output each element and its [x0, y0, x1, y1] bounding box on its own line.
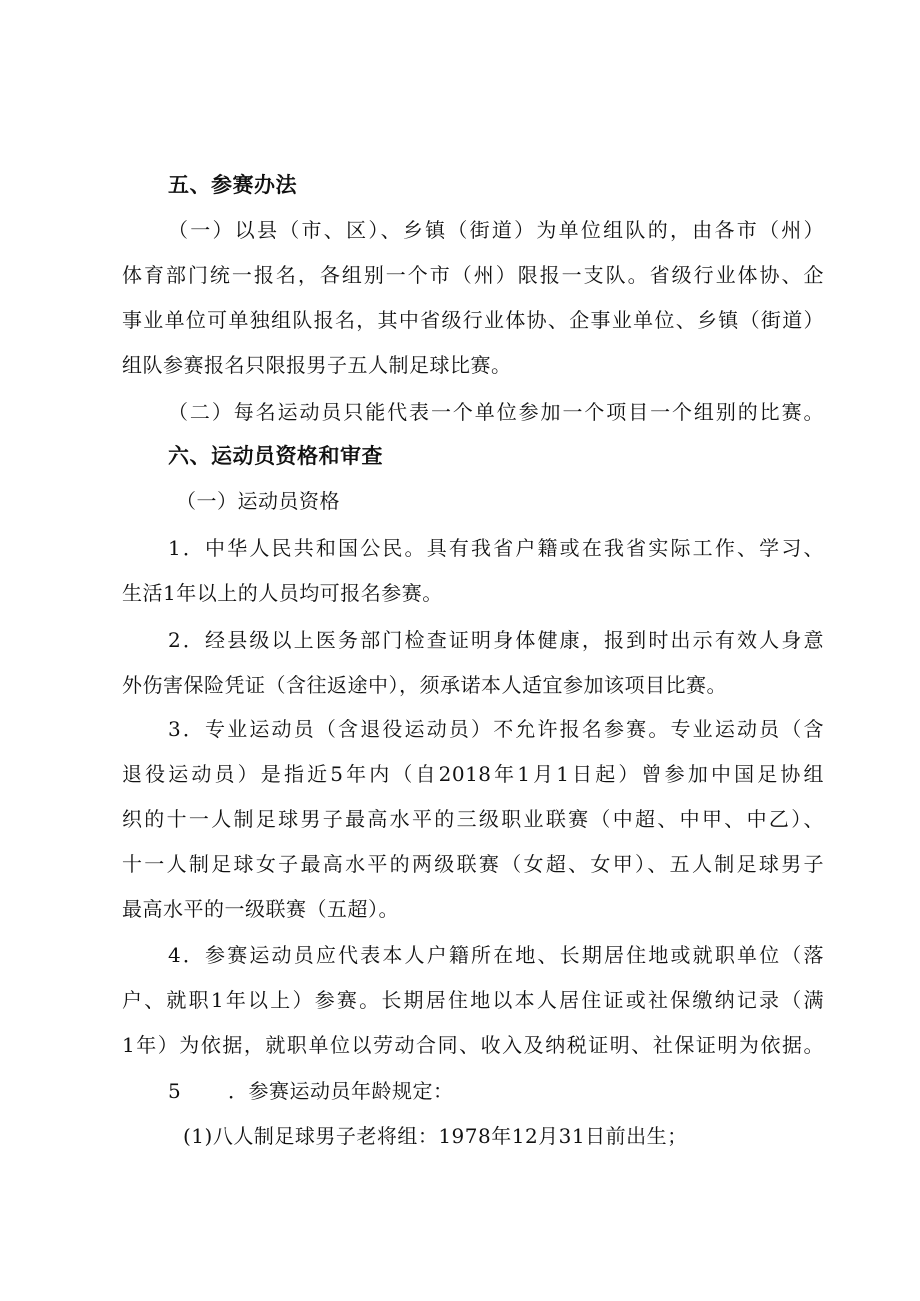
- list-item-line: 4．参赛运动员应代表本人户籍所在地、长期居住地或就职单位（落: [168, 943, 824, 967]
- subsection-heading: （一）运动员资格: [176, 489, 340, 513]
- list-item-line: 2．经县级以上医务部门检查证明身体健康，报到时出示有效人身意: [168, 628, 824, 652]
- paragraph-line: 组队参赛报名只限报男子五人制足球比赛。: [122, 353, 512, 377]
- list-item-line: 1．中华人民共和国公民。具有我省户籍或在我省实际工作、学习、: [168, 536, 824, 560]
- section-heading: 五、参赛办法: [168, 173, 297, 197]
- list-item-line: 织的十一人制足球男子最高水平的三级职业联赛（中超、中甲、中乙）、: [122, 807, 824, 831]
- list-item-line: ．参赛运动员年龄规定：: [228, 1079, 454, 1103]
- list-item-line: 3．专业运动员（含退役运动员）不允许报名参赛。专业运动员（含: [168, 717, 824, 741]
- sub-list-item-line: (1)八人制足球男子老将组：1978年12月31日前出生；: [183, 1124, 688, 1148]
- list-item-number: 5: [168, 1079, 181, 1103]
- list-item-line: 1年）为依据，就职单位以劳动合同、收入及纳税证明、社保证明为依据。: [122, 1033, 824, 1057]
- paragraph-line: 体育部门统一报名，各组别一个市（州）限报一支队。省级行业体协、企: [122, 263, 824, 287]
- list-item-line: 生活1年以上的人员均可报名参赛。: [122, 581, 443, 605]
- list-item-line: 外伤害保险凭证（含往返途中），须承诺本人适宜参加该项目比赛。: [122, 673, 727, 697]
- list-item-line: 十一人制足球女子最高水平的两级联赛（女超、女甲）、五人制足球男子: [122, 852, 824, 876]
- list-item-line: 最高水平的一级联赛（五超）。: [122, 897, 399, 921]
- list-item-line: 退役运动员）是指近5年内（自2018年1月1日起）曾参加中国足协组: [122, 762, 824, 786]
- paragraph-line: 事业单位可单独组队报名，其中省级行业体协、企事业单位、乡镇（街道）: [122, 308, 824, 332]
- list-item-line: 户、就职1年以上）参赛。长期居住地以本人居住证或社保缴纳记录（满: [122, 988, 824, 1012]
- paragraph-line: （二）每名运动员只能代表一个单位参加一个项目一个组别的比赛。: [168, 400, 824, 424]
- paragraph-line: （一）以县（市、区）、乡镇（街道）为单位组队的，由各市（州）: [168, 218, 824, 242]
- section-heading: 六、运动员资格和审查: [168, 444, 383, 468]
